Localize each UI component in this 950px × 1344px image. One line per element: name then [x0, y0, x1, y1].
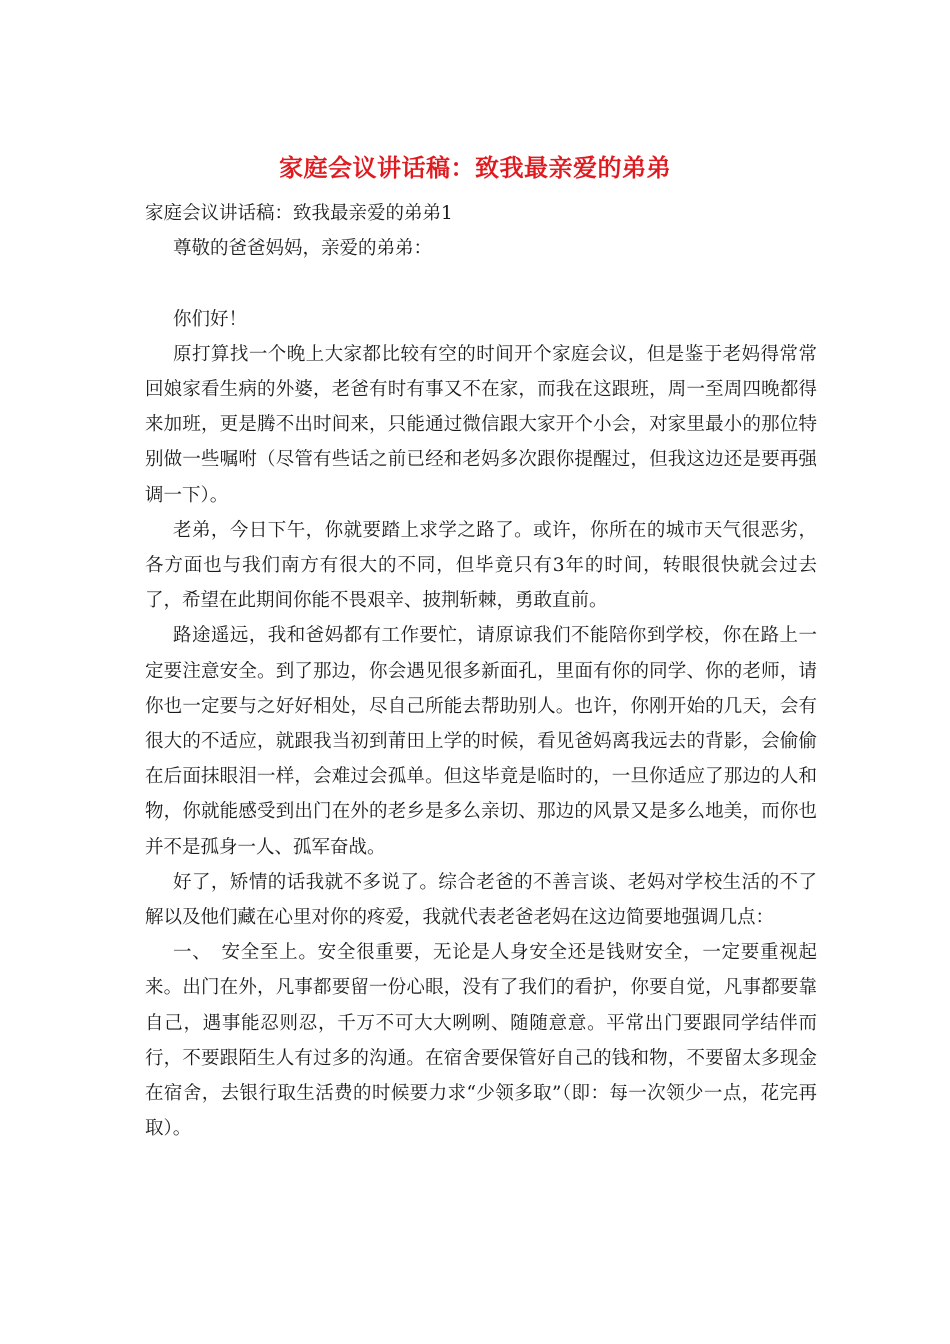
paragraph-3: 路途遥远，我和爸妈都有工作要忙，请原谅我们不能陪你到学校，你在路上一定要注意安全。到了那边，你会遇见很多新面孔，里面有你的同学、你的老师，请你也一定要与之好好相处，尽自己所能去帮助别人。也许，你刚开始的几天，会有很大的不适应，就跟我当初到莆田上学的时候，看见爸妈离我远去的背影，会偷偷在后面抹眼泪一样，会难过会孤单。但这毕竟是临时的，一旦你适应了那边的人和物，你就能感受到出门在外的老乡是多么亲切、那边的风景又是多么地美，而你也并不是孤身一人、孤军奋战。: [145, 625, 817, 858]
document-body: [145, 196, 817, 1146]
paragraph-2: 老弟，今日下午，你就要踏上求学之路了。或许，你所在的城市天气很恶劣，各方面也与我们南方有很大的不同，但毕竟只有3年的时间，转眼很快就会过去了，希望在此期间你能不畏艰辛、披荆斩棘，勇敢直前。: [145, 519, 817, 612]
blank-line: [145, 266, 817, 301]
paragraph-1: 原打算找一个晚上大家都比较有空的时间开个家庭会议，但是鉴于老妈得常常回娘家看生病的外婆，老爸有时有事又不在家，而我在这跟班，周一至周四晚都得来加班，更是腾不出时间来，只能通过微信跟大家开个小会，对家里最小的那位特别做一些嘱咐（尽管有些话之前已经和老妈多次跟你提醒过，但我这边还是要再强调一下）。: [145, 343, 817, 506]
document-title: 家庭会议讲话稿：致我最亲爱的弟弟: [279, 153, 671, 182]
document-subtitle: 家庭会议讲话稿：致我最亲爱的弟弟1: [145, 203, 453, 224]
paragraph-5: 一、 安全至上。安全很重要，无论是人身安全还是钱财安全，一定要重视起来。出门在外，凡事都要留一份心眼，没有了我们的看护，你要自觉，凡事都要靠自己，遇事能忍则忍，千万不可大大咧咧、随随意意。平常出门要跟同学结伴而行，不要跟陌生人有过多的沟通。在宿舍要保管好自己的钱和物，不要留太多现金在宿舍，去银行取生活费的时候要力求“少领多取”（即：每一次领少一点，花完再取）。: [145, 942, 817, 1140]
greeting: 你们好！: [173, 308, 248, 330]
paragraph-4: 好了，矫情的话我就不多说了。综合老爸的不善言谈、老妈对学校生活的不了解以及他们藏在心里对你的疼爱，我就代表老爸老妈在这边简要地强调几点：: [145, 871, 817, 929]
salutation: 尊敬的爸爸妈妈，亲爱的弟弟：: [173, 238, 433, 260]
